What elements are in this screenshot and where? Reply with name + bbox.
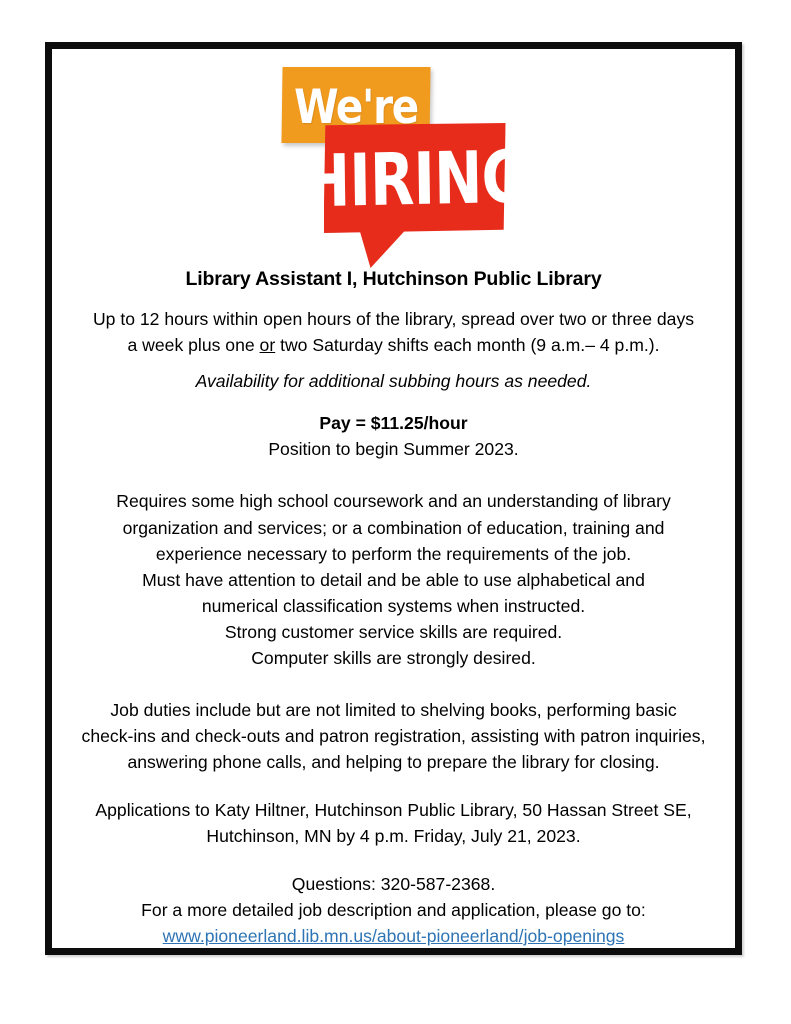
qualifications-line-6: Strong customer service skills are required.: [224, 621, 563, 642]
flyer-content: [52, 49, 735, 948]
were-hiring-logo: [274, 67, 529, 262]
logo-were-text: We're: [293, 79, 418, 135]
logo-hiring-text: HIRING: [300, 134, 529, 224]
schedule-line-2-suffix: two Saturday shifts each month (9 a.m.– 4 p.m.).: [275, 335, 660, 356]
qualifications-line-7: Computer skills are strongly desired.: [251, 647, 536, 668]
position-start-date: Position to begin Summer 2023.: [268, 439, 519, 460]
pay-rate: Pay = $11.25/hour: [319, 413, 468, 434]
qualifications-line-2: organization and services; or a combination of education, training and: [122, 517, 665, 538]
qualifications-line-3: experience necessary to perform the requirements of the job.: [155, 543, 632, 564]
schedule-line-1: Up to 12 hours within open hours of the library, spread over two or three days: [92, 309, 695, 330]
qualifications-line-5: numerical classification systems when instructed.: [201, 595, 586, 616]
red-bubble-tail-icon: [360, 230, 406, 268]
spacer: [78, 462, 709, 488]
application-line-1: Applications to Katy Hiltner, Hutchinson Public Library, 50 Hassan Street SE,: [95, 799, 692, 820]
more-info-text: For a more detailed job description and application, please go to:: [141, 899, 646, 920]
flyer-border-frame: [45, 42, 742, 955]
schedule-line-2-prefix: a week plus one: [127, 335, 260, 356]
spacer: [78, 775, 709, 797]
qualifications-line-1: Requires some high school coursework and an understanding of library: [116, 491, 671, 512]
spacer: [78, 671, 709, 697]
spacer: [78, 849, 709, 871]
duties-line-3: answering phone calls, and helping to prepare the library for closing.: [127, 751, 660, 772]
application-line-2: Hutchinson, MN by 4 p.m. Friday, July 21, 2023.: [206, 825, 581, 846]
questions-phone: Questions: 320-587-2368.: [291, 873, 496, 894]
spacer: [78, 394, 709, 410]
schedule-line-2: [78, 332, 709, 358]
schedule-or-emphasis: or: [259, 335, 276, 356]
qualifications-line-4: Must have attention to detail and be able to use alphabetical and: [142, 569, 645, 590]
duties-line-1: Job duties include but are not limited to shelving books, performing basic: [110, 699, 677, 720]
availability-note: Availability for additional subbing hours as needed.: [195, 371, 592, 392]
page-title: Library Assistant I, Hutchinson Public Library: [185, 268, 602, 290]
duties-line-2: check-ins and check-outs and patron registration, assisting with patron inquiries,: [81, 725, 706, 746]
job-openings-link[interactable]: www.pioneerland.lib.mn.us/about-pioneerland/job-openings: [162, 925, 625, 946]
